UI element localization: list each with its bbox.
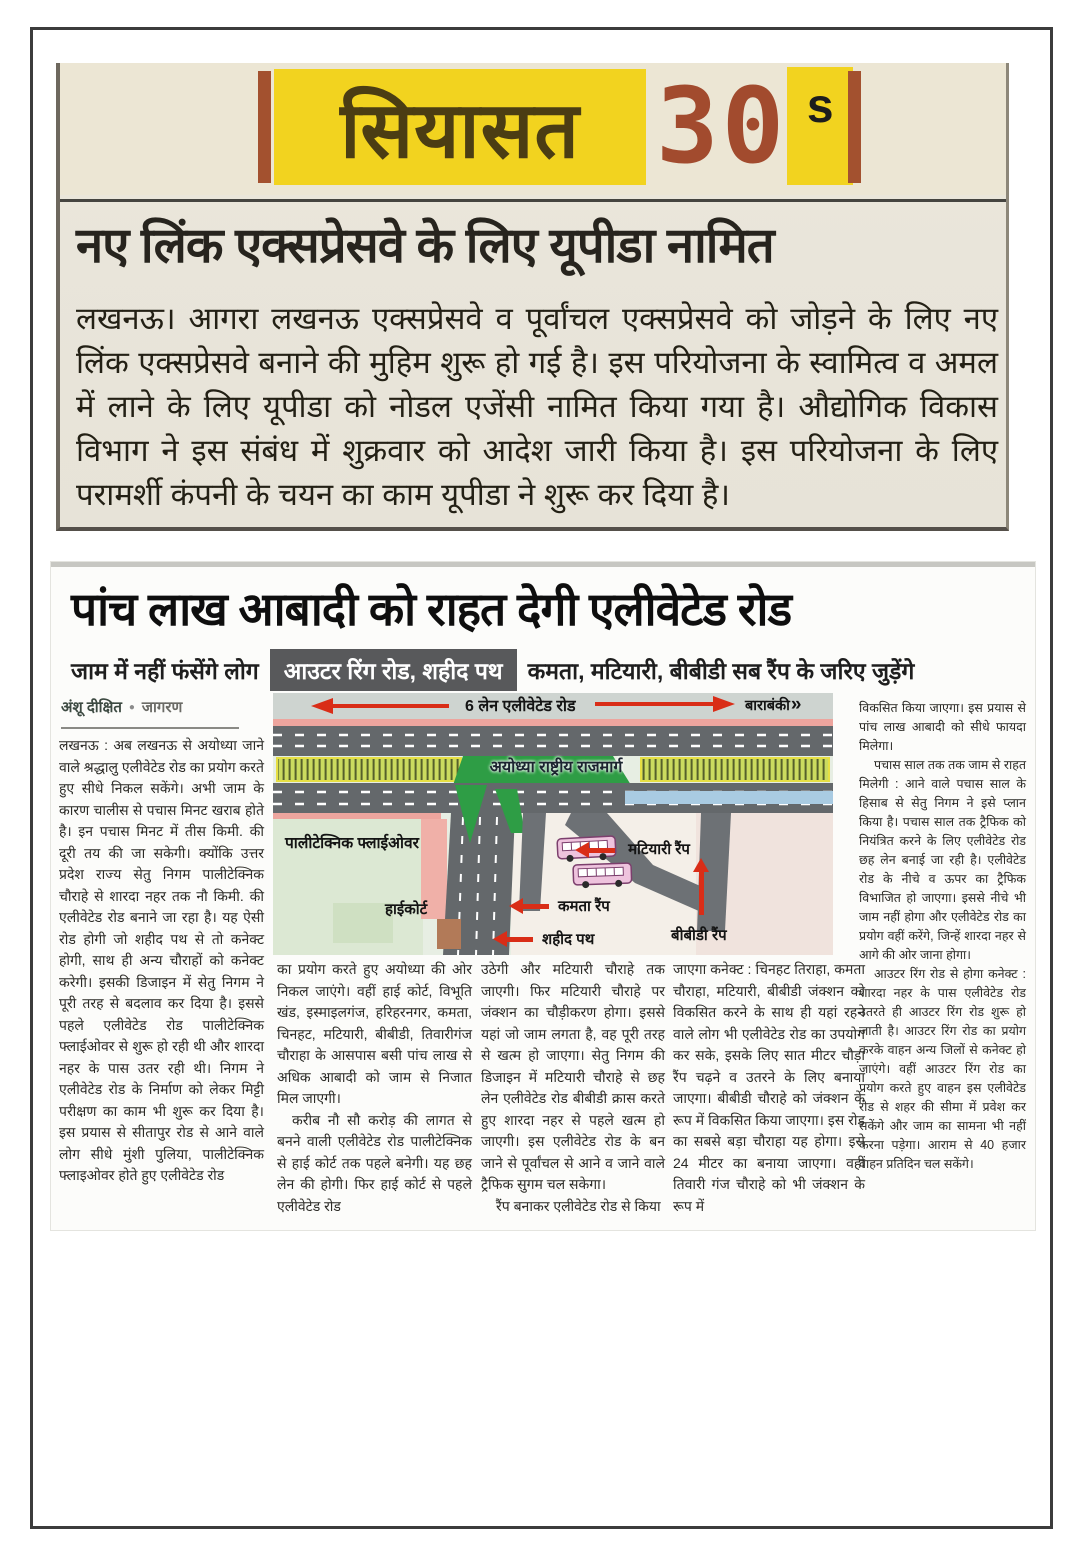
canal-blue-strip [625,791,833,804]
masthead-title: सियासत [340,86,580,174]
clock-suffix-box [787,67,853,185]
article-column-4 [673,959,865,1217]
kamta-ramp-label: कमता रैंप [523,896,610,916]
paragraph: जाएगा कनेक्ट : चिनहट तिराहा, कमता चौराहा, मटियारी, बीबीडी जंक्शन को विकसित करने के साथ ही यहां रहने वाले लोग भी एलीवेटेड रोड का उपयोग कर सके, इसके लिए सात मीटर चौड़ा रैंप चढ़ने व उतरने के लिए बनाया जाएगा। बीबीडी चौराहे को जंक्शन के रूप में विकसित किया जाएगा। इस रोड का सबसे बड़ा चौराहा यह होगा। इसे 24 मीटर का बनाया जाएगा। वहीं तिवारी गंज चौराहे को भी जंक्शन के रूप में [673,961,865,1214]
chevron-right-icon: » [790,694,802,715]
masthead-title-box [274,69,646,185]
shaheed-path-label: शहीद पथ [507,929,594,949]
paragraph: करीब नौ सौ करोड़ की लागत से बनने वाली एलीवेटेड रोड पालीटेक्निक से हाई कोर्ट तक पहले बनेगी। यह छह लेन की होगी। फिर हाई कोर्ट से पहले एलीवेटेड रोड [277,1111,472,1214]
highcourt-block [437,919,461,949]
article-column-3 [481,959,665,1217]
highway-label: अयोध्या राष्ट्रीय राजमार्ग [489,759,623,776]
destination-label: बाराबंकी » [745,694,802,715]
bullet-icon: ● [128,701,135,713]
byline-rule [61,727,239,729]
subhead-right: कमता, मटियारी, बीबीडी सब रैंप के जरिए जुड़ेंगे [527,658,915,684]
subheadline [71,649,914,691]
paragraph: विकसित किया जाएगा। इस प्रयास से पांच लाख आबादी को सीधे फायदा मिलेगा। [859,701,1026,753]
paragraph: आउटर रिंग रोड से होगा कनेक्ट : शारदा नहर के पास एलीवेटेड रोड उतरते ही आउटर रिंग रोड शुरू हो जाती है। आउटर रिंग रोड का प्रयोग करके वाहन अन्य जिलों से कनेक्ट हो जाएंगे। वहीं आउटर रिंग रोड का प्रयोग करते हुए वाहन इस एलीवेटेड रोड से शहर की सीमा में प्रवेश कर सकेंगे और जाम का सामना भी नहीं करना पड़ेगा। आराम से 40 हजार वाहन प्रतिदिन चल सकेंगे। [859,967,1026,1171]
clock-suffix: s [806,80,834,133]
diagram-top-label: 6 लेन एलीवेटेड रोड [465,698,576,715]
paragraph: रैंप बनाकर एलीवेटेड रोड से किया [496,1197,661,1214]
road-upper-carriageway [273,726,833,756]
clock-digits: 30 [656,65,788,187]
byline-author: अंशू दीक्षित [61,699,122,716]
subhead-left: जाम में नहीं फंसेंगे लोग [71,658,259,684]
paragraph: पचास साल तक तक जाम से राहत मिलेगी : आने वाले पचास साल के हिसाब से सेतु निगम ने इसे प्लान किया है। पचास साल तक ट्रैफिक को नियंत्रित करने के लिए एलीवेटेड रोड छह लेन बनाई जा रही है। एलीवेटेड रोड के नीचे व ऊपर का ट्रैफिक विभाजित हो जाएगा। इससे नीचे भी जाम नहीं होगा और एलीवेटेड रोड का प्रयोग वहीं करेंगे, जिन्हें शारदा नहर से आगे की ओर जाना होगा। [859,758,1026,962]
masthead-right-bar [848,71,861,183]
byline [61,697,182,717]
arrow-left-icon [523,904,549,909]
top-article-headline: नए लिंक एक्सप्रेसवे के लिए यूपीडा नामित [76,219,774,273]
top-clipping [56,63,1009,531]
paragraph: उठेगी और मटियारी चौराहे तक जाएगी। फिर मटियारी चौराहे पर जंक्शन का चौड़ीकरण होगा। इससे यहां जो जाम लगता है, वह पूरी तरह से खत्म हो जाएगा। सेतु निगम की डिजाइन में मटियारी चौराहे से छह लेन एलीवेटेड रोड बीबीडी क्रास करते हुए शारदा नहर से पहले खत्म हो जाएगी। इस एलीवेटेड रोड के बन जाने से पूर्वांचल से आने व जाने वाले ट्रैफिक सुगम चल सकेगा। [481,961,665,1192]
article-column-2 [277,959,472,1217]
highcourt-label: हाईकोर्ट [385,901,428,918]
top-article-body: लखनऊ। आगरा लखनऊ एक्सप्रेसवे व पूर्वांचल एक्सप्रेसवे को जोड़ने के लिए नए लिंक एक्सप्रेसवे बनाने की मुहिम शुरू हो गई है। इस परियोजना के स्वामित्व व अमल में लाने के लिए यूपीडा को नोडल एजेंसी नामित किया गया है। औद्योगिक विकास विभाग ने इस संबंध में शुक्रवार को आदेश जारी किया है। इस परियोजना के लिए परामर्शी कंपनी के चयन का काम यूपीडा ने शुरू कर दिया है। [76,301,998,513]
matiyari-ramp-label: मटियारी रैंप [589,841,694,859]
article-column-5 [859,699,1026,1174]
paragraph: लखनऊ : अब लखनऊ से अयोध्या जाने वाले श्रद्धालु एलीवेटेड रोड का प्रयोग करते हुए सीधे निकल सकेंगे। अभी जाम के कारण चालीस से पचास मिनट खराब होते है। इन पचास मिनट में तीस किमी. की दूरी तय की जा सकेगी। क्योंकि उत्तर प्रदेश राज्य सेतु निगम पालीटेक्निक चौराहे से शारदा नहर तक नौ किमी. की एलीवेटेड रोड बनाने जा रहा है। यह ऐसी रोड होगी जो शहीद पथ से तो कनेक्ट होगी, साथ ही अन्य चौराहों को कनेक्ट करेगी। इसकी डिजाइन में सेतु निगम ने पूरी तरह से बदलाव कर दिया है। इससे पहले एलीवेटेड रोड पालीटेक्निक फ्लाईओवर से शुरू हो रही थी और शारदा नहर के पास उतर रही थी। निगम ने एलीवेटेड रोड के निर्माण को लेकर मिट्टी परीक्षण का काम भी शुरू कर दिया है। इस प्रयास से सीतापुर रोड से आने वाले लोग सीधे मुंशी पुलिया, पालीटेक्निक फ्लाइओवर होते हुए एलीवेटेड रोड [59,737,264,1183]
flyover-label: पालीटेक्निक फ्लाईओवर [285,835,419,852]
masthead-left-bar [258,71,271,183]
bottom-clipping [51,562,1035,1230]
arrow-up-icon [699,871,704,915]
page-border [30,27,1053,1529]
arrow-left-icon [507,937,533,942]
bottom-article-headline: पांच लाख आबादी को राहत देगी एलीवेटेड रोड [71,583,792,635]
paragraph: का प्रयोग करते हुए अयोध्या की ओर निकल जाएंगे। वहीं हाई कोर्ट, विभूति खंड, इस्माइलगंज, हरिहरनगर, कमता, चिनहट, मटियारी, बीबीडी, तिवारीगंज चौराहा के आसपास बसी पांच लाख से अधिक आबादी को जाम से निजात मिल जाएगी। [277,961,472,1106]
byline-source: जागरण [141,699,183,716]
masthead-rule [60,199,1006,202]
bbd-ramp-label: बीबीडी रैंप [671,927,727,944]
article-column-1 [59,735,264,1187]
subhead-highlight-box: आउटर रिंग रोड, शहीद पथ [270,649,517,691]
arrow-left-icon [589,848,615,853]
road-map-diagram [273,693,833,955]
median-hatch-left [277,758,461,781]
digital-clock [656,67,853,185]
masthead [60,63,1006,195]
